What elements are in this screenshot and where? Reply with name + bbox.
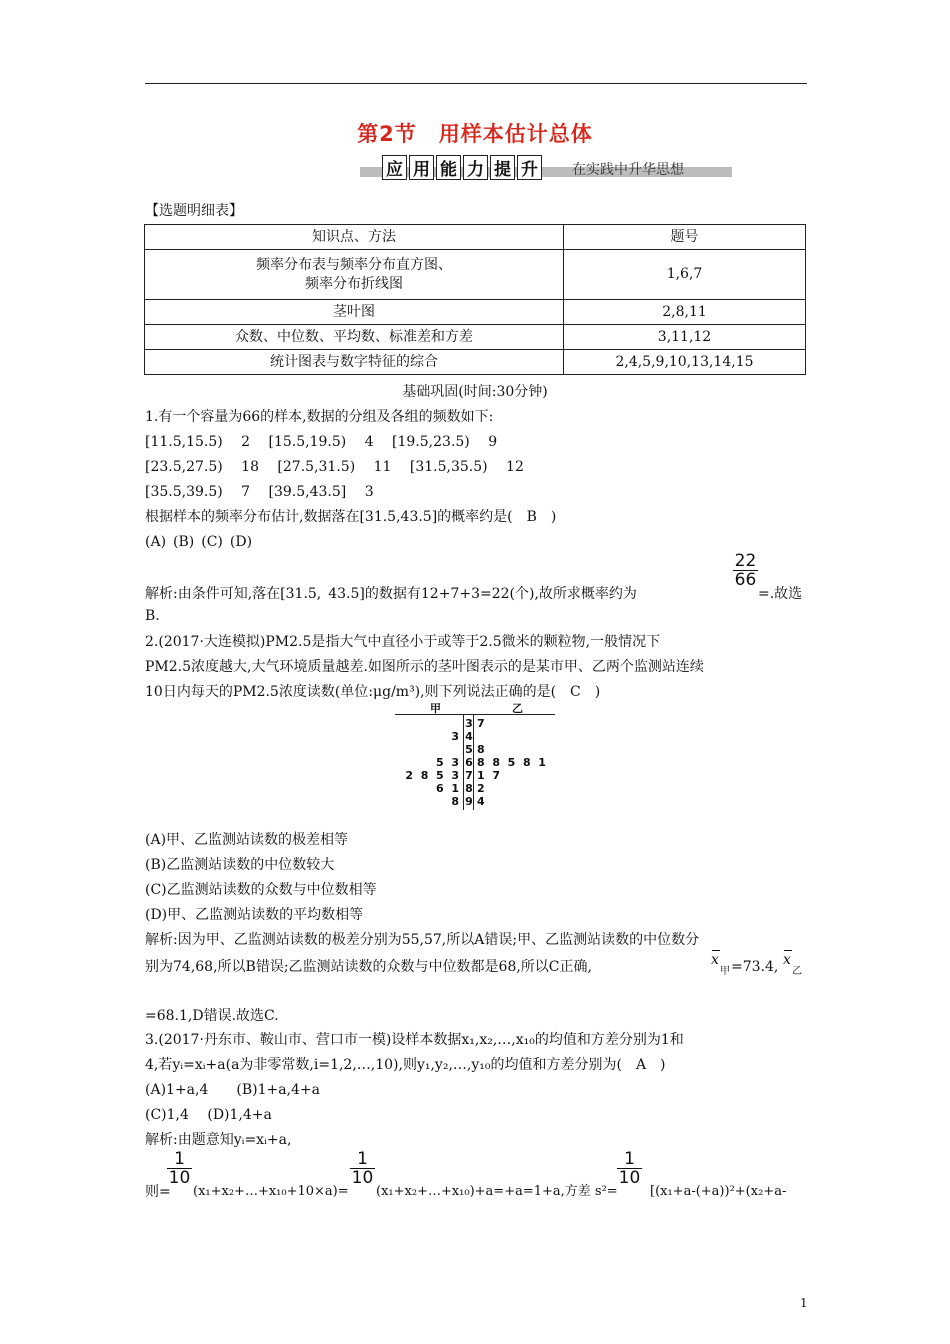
q3-fraction [167,1150,192,1187]
q3-formula: (x₁+x₂+…+x₁₀+10×a)= [193,1184,349,1199]
stem-leaf-right: 4 [477,795,485,808]
table-header: 知识点、方法 [145,225,564,250]
section-banner [360,155,732,181]
detail-label: 【选题明细表】 [145,203,243,219]
q2-text: 10日内每天的PM2.5浓度读数(单位:μg/m³),则下列说法正确的是( C ) [145,684,601,700]
table-cell: 统计图表与数字特征的综合 [145,350,564,375]
q2-option: (C)乙监测站读数的众数与中位数相等 [145,882,377,898]
fraction-denominator: 66 [734,570,757,590]
q3-fraction [350,1150,375,1187]
stem-leaf-left: 8 [451,795,459,808]
q1-groups: [23.5,27.5) 18 [27.5,31.5) 11 [31.5,35.5) 12 [145,459,524,475]
stem-leaf-stem: 4 [465,730,473,743]
top-rule [145,83,807,84]
stem-leaf-right: 8 [477,743,485,756]
q1-ask: 根据样本的频率分布估计,数据落在[31.5,43.5]的概率约是( B ) [145,509,557,525]
banner-subtitle: 在实践中升华思想 [572,162,684,178]
q3-formula: 则= [145,1184,171,1200]
stem-leaf-right: 2 [477,782,485,795]
stem-leaf-left-label: 甲 [430,702,441,715]
q1-fraction [733,552,758,589]
banner-char: 力 [463,155,488,180]
q1-analysis-line2: B. [145,608,160,624]
stem-leaf-left: 5 3 [436,756,459,769]
stem-leaf-stem: 3 [465,717,473,730]
q1-stem: 1.有一个容量为66的样本,数据的分组及各组的频数如下: [145,409,494,425]
fraction-denominator: 10 [618,1168,641,1188]
stem-leaf-stem: 8 [465,782,473,795]
q3-analysis: 解析:由题意知yᵢ=xᵢ+a, [145,1132,292,1148]
banner-char: 提 [490,155,515,180]
fraction-numerator: 1 [357,1149,368,1169]
q1-analysis: 解析:由条件可知,落在[31.5, 43.5]的数据有12+7+3=22(个),故所求概率约为 [145,586,637,602]
table-cell: 2,8,11 [564,300,806,325]
banner-char: 应 [382,155,407,180]
fraction-numerator: 1 [624,1149,635,1169]
stem-leaf-left: 3 [451,730,459,743]
table-row [145,250,806,300]
stem-leaf-stem: 7 [465,769,473,782]
table-cell: 2,4,5,9,10,13,14,15 [564,350,806,375]
banner-char: 能 [436,155,461,180]
q2-text: PM2.5浓度越大,大气环境质量越差.如图所示的茎叶图表示的是某市甲、乙两个监测站连续 [145,659,704,675]
stem-leaf-stem: 6 [465,756,473,769]
fraction-denominator: 10 [168,1168,191,1188]
banner-char: 用 [409,155,434,180]
fraction-numerator: 22 [734,551,757,571]
xbar-sub: 甲 [720,966,730,977]
table-header: 题号 [564,225,806,250]
q3-text: 4,若yᵢ=xᵢ+a(a为非零常数,i=1,2,…,10),则y₁,y₂,…,y₁₀的均值和方差分别为( A ) [145,1057,666,1073]
table-cell: 3,11,12 [564,325,806,350]
q3-option: (A)1+a,4 (B)1+a,4+a [145,1082,321,1098]
q1-groups: [35.5,39.5) 7 [39.5,43.5] 3 [145,484,374,500]
stem-leaf-left: 6 1 [436,782,459,795]
topic-table [144,224,806,375]
stem-leaf-stem: 5 [465,743,473,756]
topic-line: 频率分布折线图 [305,275,403,292]
table-header-row [145,225,806,250]
q3-option: (C)1,4 (D)1,4+a [145,1107,272,1123]
q2-option: (B)乙监测站读数的中位数较大 [145,857,335,873]
stem-leaf-right: 1 7 [477,769,500,782]
section-heading: 基础巩固(时间:30分钟) [402,384,548,400]
stem-leaf-right: 7 [477,717,485,730]
q3-formula: (x₁+x₂+…+x₁₀)+a=+a=1+a,方差 s²= [376,1184,618,1199]
stem-leaf-stem: 9 [465,795,473,808]
q2-analysis: =68.1,D错误.故选C. [145,1008,279,1024]
q1-options: (A) (B) (C) (D) [145,534,253,550]
xbar-sub: 乙 [792,966,802,977]
q2-option: (A)甲、乙监测站读数的极差相等 [145,832,349,848]
q2-analysis: 别为74,68,所以B错误;乙监测站读数的众数与中位数都是68,所以C正确, [145,959,592,975]
stem-leaf-left: 2 8 5 3 [405,769,459,782]
table-row [145,325,806,350]
q1-analysis-end: =.故选 [758,586,803,602]
xbar-symbol: x [783,952,791,968]
page-title: 第2节 用样本估计总体 [357,122,593,146]
banner-char: 升 [517,155,542,180]
fraction-denominator: 10 [351,1168,374,1188]
q2-analysis: 解析:因为甲、乙监测站读数的极差分别为55,57,所以A错误;甲、乙监测站读数的中位数分 [145,932,700,948]
table-cell: 众数、中位数、平均数、标准差和方差 [145,325,564,350]
q1-groups: [11.5,15.5) 2 [15.5,19.5) 4 [19.5,23.5) 9 [145,434,498,450]
page-number: 1 [800,1296,808,1310]
stem-leaf-divider [463,714,464,810]
topic-line: 频率分布表与频率分布直方图、 [256,256,452,273]
stem-leaf-divider [473,714,474,810]
xbar-symbol: x [711,952,719,968]
stem-leaf-right-label: 乙 [512,702,523,715]
table-row [145,350,806,375]
q3-fraction [617,1150,642,1187]
stem-leaf-plot [390,700,560,810]
stem-leaf-header-line [395,714,555,715]
table-cell: 茎叶图 [145,300,564,325]
table-cell: 1,6,7 [564,250,806,300]
mean-value: =73.4, [731,959,779,975]
q3-text: 3.(2017·丹东市、鞍山市、营口市一模)设样本数据x₁,x₂,…,x₁₀的均值和方差分别为1和 [145,1032,684,1048]
fraction-numerator: 1 [174,1149,185,1169]
table-row [145,300,806,325]
table-cell [145,250,564,300]
q2-option: (D)甲、乙监测站读数的平均数相等 [145,907,364,923]
stem-leaf-right: 8 8 5 8 1 [477,756,546,769]
q2-text: 2.(2017·大连模拟)PM2.5是指大气中直径小于或等于2.5微米的颗粒物,一般情况下 [145,634,661,650]
q3-formula: [(x₁+a-(+a))²+(x₂+a- [650,1184,787,1199]
